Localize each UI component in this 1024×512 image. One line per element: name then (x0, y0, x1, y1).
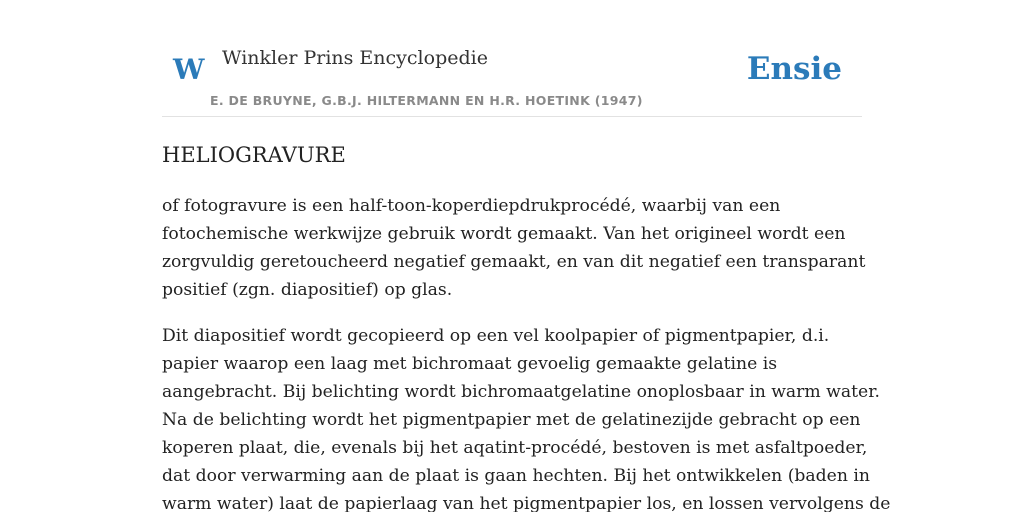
site-header (162, 0, 862, 117)
article-title: HELIOGRAVURE (162, 143, 346, 167)
paragraph-line: papier waarop een laag met bichromaat gevoelig gemaakte gelatine is (162, 354, 778, 374)
paragraph-line: dat door verwarming aan de plaat is gaan hechten. Bij het ontwikkelen (baden in (162, 466, 870, 486)
brand-logo[interactable]: Ensie (746, 51, 842, 87)
paragraph-line: positief (zgn. diapositief) op glas. (162, 280, 453, 300)
paragraph-line: fotochemische werkwijze gebruik wordt gemaakt. Van het origineel wordt een (162, 224, 846, 244)
paragraph-line: koperen plaat, die, evenals bij het aqatint-procédé, bestoven is met asfaltpoeder, (162, 438, 868, 458)
paragraph-line: Na de belichting wordt het pigmentpapier met de gelatinezijde gebracht op een (162, 410, 861, 430)
site-logo[interactable]: W (173, 53, 205, 86)
paragraph-line: zorgvuldig geretoucheerd negatief gemaakt, en van dit negatief een transparant (162, 252, 866, 272)
paragraph-line: aangebracht. Bij belichting wordt bichromaatgelatine onoplosbaar in warm water. (162, 382, 880, 402)
paragraph-line: warm water) laat de papierlaag van het pigmentpapier los, en lossen vervolgens de (162, 494, 891, 512)
authors-credit: E. DE BRUYNE, G.B.J. HILTERMANN EN H.R. HOETINK (1947) (210, 93, 643, 108)
article-paragraph (162, 322, 891, 512)
site-title[interactable]: Winkler Prins Encyclopedie (222, 47, 488, 69)
article (162, 136, 891, 512)
article-paragraph (162, 192, 866, 304)
paragraph-line: Dit diapositief wordt gecopieerd op een vel koolpapier of pigmentpapier, d.i. (162, 326, 830, 346)
paragraph-line: of fotogravure is een half-toon-koperdiepdrukprocédé, waarbij van een (162, 196, 781, 216)
